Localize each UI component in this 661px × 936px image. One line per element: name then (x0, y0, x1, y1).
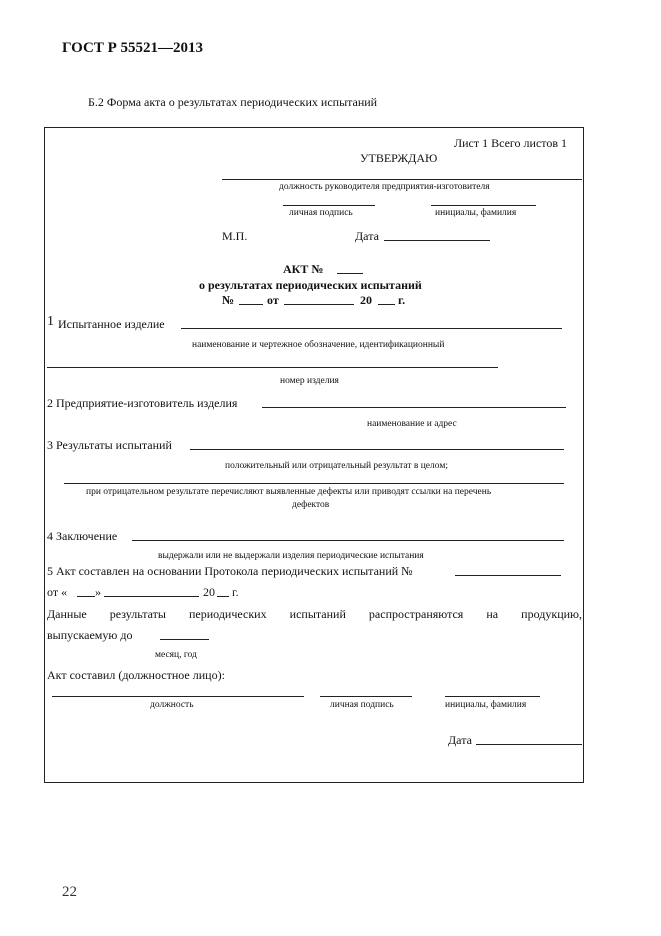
final-date-line[interactable] (476, 744, 582, 745)
final-date-label: Дата (448, 733, 472, 747)
item5-month-line[interactable] (104, 596, 199, 597)
item5-year-line[interactable] (217, 596, 229, 597)
item2-hint: наименование и адрес (367, 419, 457, 429)
sign-initials-hint: инициалы, фамилия (445, 700, 527, 710)
act-ref-year-label: 20 (360, 293, 372, 307)
item4-hint: выдержали или не выдержали изделия периодические испытания (158, 551, 424, 561)
item3-hint-a: положительный или отрицательный результат в целом; (225, 461, 448, 471)
signature-line[interactable] (283, 205, 375, 206)
item3-line-2[interactable] (64, 483, 564, 484)
act-form-frame (44, 127, 584, 783)
item4-label: 4 Заключение (47, 529, 118, 543)
sign-position-hint: должность (150, 700, 194, 710)
month-year-hint: месяц, год (155, 650, 197, 660)
standard-number: ГОСТ Р 55521—2013 (62, 40, 204, 56)
sign-signature-line[interactable] (320, 696, 412, 697)
form-caption: Б.2 Форма акта о результатах периодических испытаний (88, 95, 378, 109)
item1-line-2[interactable] (47, 367, 498, 368)
initials-hint: инициалы, фамилия (435, 208, 517, 218)
item5-suffix: г. (232, 585, 239, 599)
page-number: 22 (62, 884, 77, 900)
approve-title: УТВЕРЖДАЮ (360, 151, 438, 165)
item2-line[interactable] (262, 407, 566, 408)
sign-signature-hint: личная подпись (330, 700, 394, 710)
spread-statement: Данные результаты периодических испытаний распространяются на продукцию, (47, 607, 582, 621)
sign-position-line[interactable] (52, 696, 304, 697)
item5-year-label: 20 (203, 585, 215, 599)
produced-until-line[interactable] (160, 639, 209, 640)
act-number-label: АКТ № (283, 262, 324, 276)
item1-label: Испытанное изделие (58, 317, 165, 331)
item1-hint-b: номер изделия (280, 376, 339, 386)
act-ref-date-line[interactable] (284, 304, 354, 305)
approve-date-line[interactable] (384, 240, 490, 241)
act-ref-no-line[interactable] (239, 304, 263, 305)
item5-quote: » (95, 585, 101, 599)
sheet-count: Лист 1 Всего листов 1 (454, 136, 568, 150)
item5-protocol-line[interactable] (455, 575, 561, 576)
act-ref-from-label: от (267, 293, 279, 307)
act-subject: о результатах периодических испытаний (199, 278, 422, 292)
sign-initials-line[interactable] (445, 696, 540, 697)
act-ref-no-label: № (222, 293, 235, 307)
item2-label: 2 Предприятие-изготовитель изделия (47, 396, 238, 410)
signature-hint: личная подпись (289, 208, 353, 218)
act-number-line[interactable] (337, 273, 363, 274)
approve-date-label: Дата (355, 229, 379, 243)
act-ref-year-line[interactable] (378, 304, 395, 305)
position-line[interactable] (222, 179, 582, 180)
item3-label: 3 Результаты испытаний (47, 438, 172, 452)
item1-number: 1 (47, 314, 54, 329)
position-hint: должность руководителя предприятия-изготовителя (279, 182, 490, 192)
stamp-label: М.П. (222, 229, 248, 243)
item5-from: от « (47, 585, 68, 599)
initials-line[interactable] (431, 205, 536, 206)
item3-hint-b: при отрицательном результате перечисляют выявленные дефекты или приводят ссылки на перечень (86, 487, 492, 497)
item4-line[interactable] (132, 540, 564, 541)
item3-line[interactable] (190, 449, 564, 450)
composed-by-label: Акт составил (должностное лицо): (47, 668, 225, 682)
item5-text: 5 Акт составлен на основании Протокола периодических испытаний № (47, 564, 413, 578)
act-ref-suffix: г. (398, 293, 406, 307)
item1-hint-a: наименование и чертежное обозначение, идентификационный (192, 340, 445, 350)
produced-until-label: выпускаемую до (47, 628, 133, 642)
item3-hint-c: дефектов (292, 500, 330, 510)
item1-line[interactable] (181, 328, 562, 329)
item5-day-line[interactable] (77, 596, 95, 597)
